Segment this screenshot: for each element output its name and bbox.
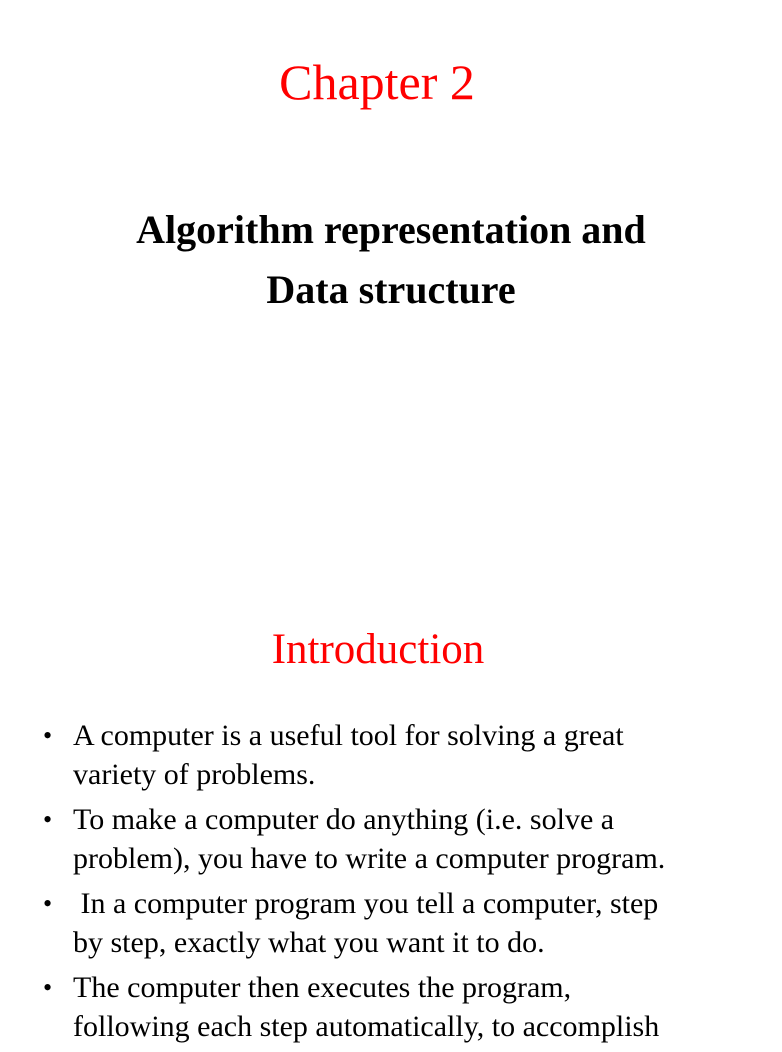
chapter-subtitle: [0, 200, 782, 320]
bullet-item: [0, 716, 768, 794]
bullet-icon: •: [43, 721, 53, 750]
bullet-text-line: problem), you have to write a computer program.: [73, 842, 666, 875]
subtitle-line-1: Algorithm representation and: [136, 207, 646, 252]
bullet-item: [0, 800, 768, 878]
bullet-text-line: following each step automatically, to accomplish: [73, 1010, 660, 1043]
bullet-text-line: To make a computer do anything (i.e. solve a: [73, 803, 615, 836]
bullet-icon: •: [43, 889, 53, 918]
chapter-title: Chapter 2: [279, 54, 475, 110]
bullet-text-line: The computer then executes the program,: [73, 971, 572, 1004]
bullet-list: [0, 716, 768, 1052]
bullet-item: [0, 884, 768, 962]
subtitle-line-2: Data structure: [266, 267, 516, 312]
bullet-icon: •: [43, 973, 53, 1002]
bullet-item: [0, 968, 768, 1046]
bullet-text-line: In a computer program you tell a computer, step: [73, 887, 659, 920]
bullet-icon: •: [43, 805, 53, 834]
section-title: Introduction: [271, 626, 485, 673]
bullet-text-line: variety of problems.: [73, 758, 316, 791]
bullet-text-line: by step, exactly what you want it to do.: [73, 926, 545, 959]
bullet-text-line: A computer is a useful tool for solving a great: [73, 719, 624, 752]
